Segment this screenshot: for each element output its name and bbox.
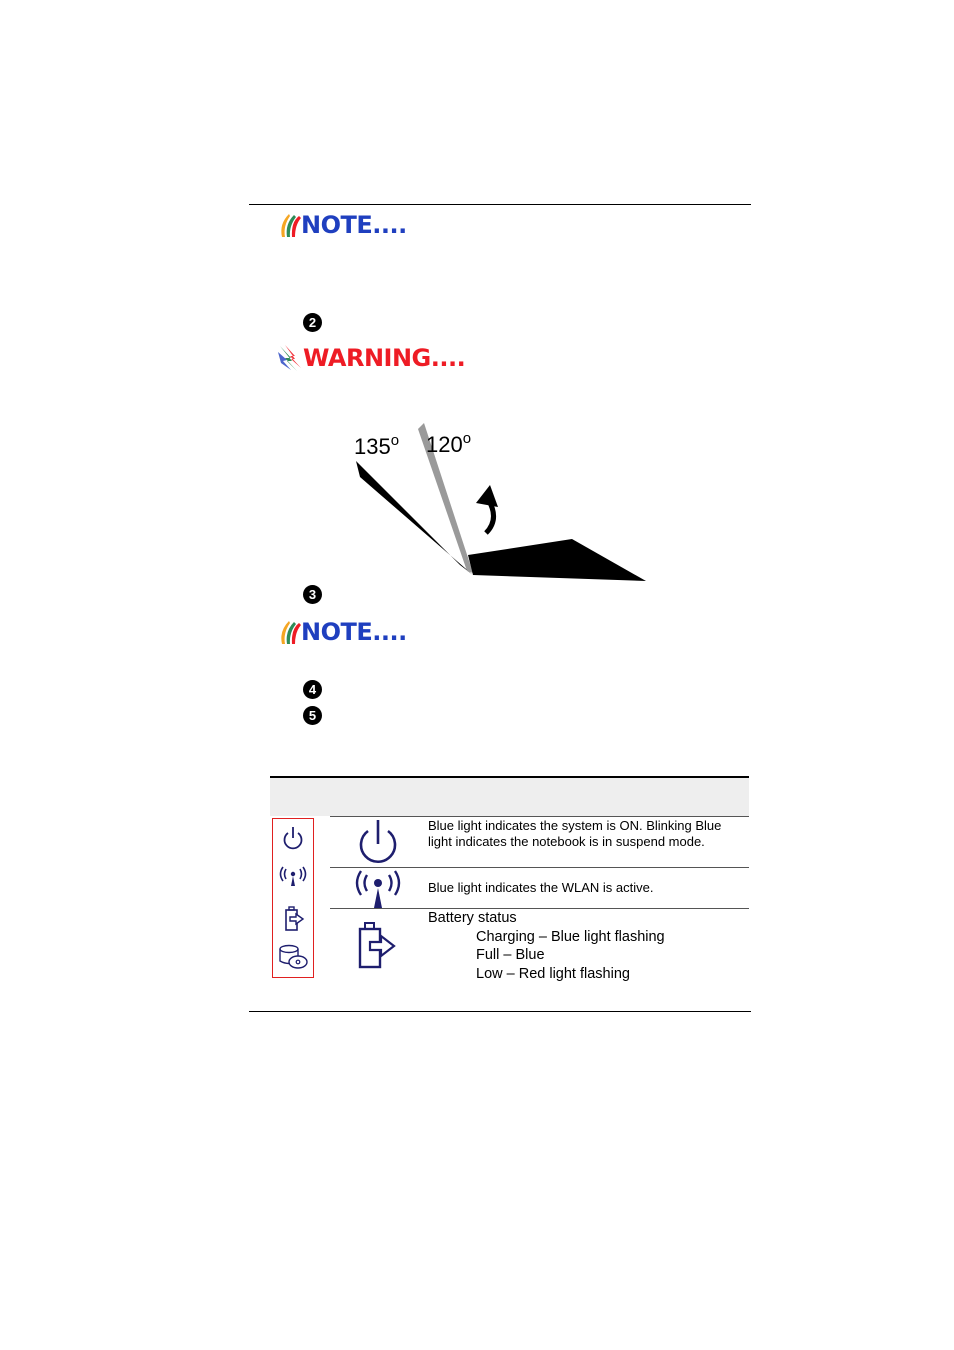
battery-state-full: Full – Blue bbox=[476, 947, 545, 963]
battery-icon bbox=[282, 905, 306, 933]
power-icon bbox=[281, 825, 305, 851]
table-header bbox=[270, 778, 749, 816]
power-description: Blue light indicates the system is ON. Blinking Blue light indicates the notebook is in suspend mode. bbox=[428, 818, 722, 849]
note-title: NOTE.... bbox=[301, 211, 407, 239]
warning-banner bbox=[277, 344, 465, 372]
power-icon bbox=[355, 817, 401, 867]
angle-120-value: 120 bbox=[426, 432, 463, 457]
top-rule bbox=[249, 204, 751, 205]
lid-135-shape bbox=[356, 461, 473, 575]
note-title: NOTE.... bbox=[301, 618, 407, 646]
degree-symbol: o bbox=[390, 432, 400, 449]
degree-symbol: o bbox=[462, 430, 472, 447]
battery-status-title: Battery status bbox=[428, 910, 517, 926]
step-marker: 3 bbox=[303, 585, 322, 604]
arrow-head-shape bbox=[476, 485, 498, 507]
battery-state-charging: Charging – Blue light flashing bbox=[476, 928, 665, 945]
wlan-icon bbox=[277, 864, 309, 888]
battery-icon bbox=[354, 920, 400, 970]
note-banner bbox=[277, 211, 407, 239]
disk-activity-icon bbox=[277, 943, 309, 971]
wlan-icon bbox=[352, 866, 404, 910]
step-marker: 5 bbox=[303, 706, 322, 725]
angle-120-label bbox=[426, 430, 471, 458]
battery-description bbox=[428, 909, 738, 983]
step-marker: 4 bbox=[303, 680, 322, 699]
bottom-rule bbox=[249, 1011, 751, 1012]
warning-title: WARNING.... bbox=[303, 344, 466, 372]
battery-state-low: Low – Red light flashing bbox=[476, 965, 630, 982]
base-shape bbox=[468, 539, 646, 581]
angle-135-label bbox=[354, 432, 399, 460]
wlan-description: Blue light indicates the WLAN is active. bbox=[428, 880, 654, 895]
note-mark-icon bbox=[277, 619, 301, 645]
step-marker: 2 bbox=[303, 313, 322, 332]
note-banner bbox=[277, 618, 407, 646]
angle-135-value: 135 bbox=[354, 434, 391, 459]
note-mark-icon bbox=[277, 212, 301, 238]
warning-mark-icon bbox=[277, 344, 303, 372]
